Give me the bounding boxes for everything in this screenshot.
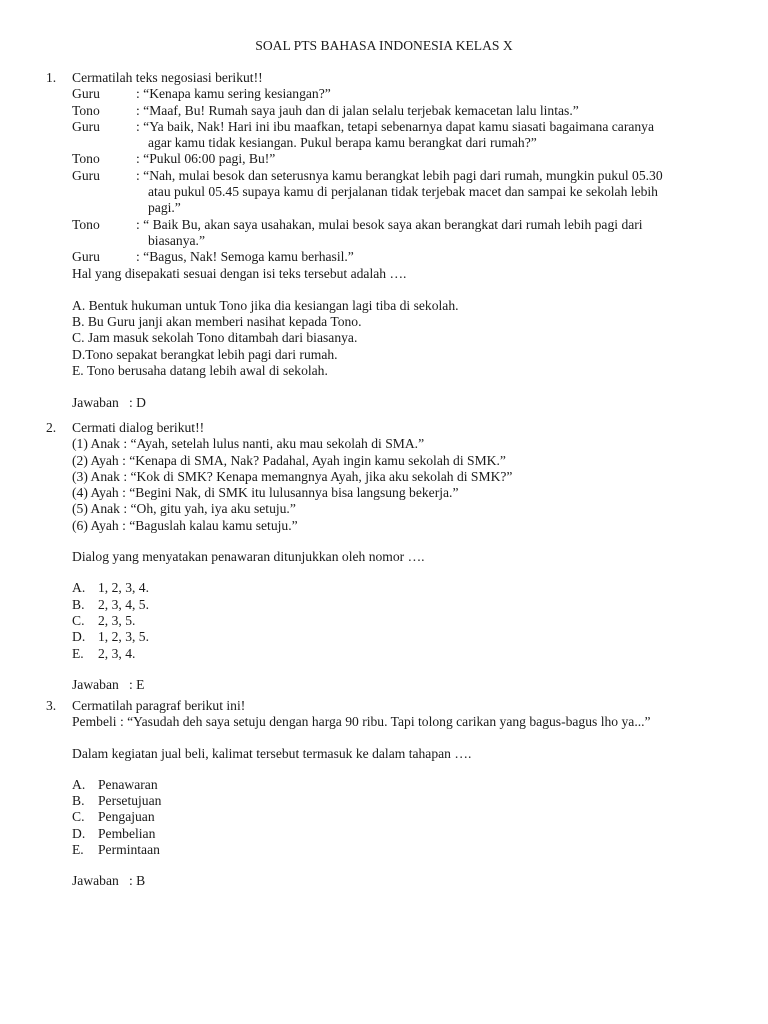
question-number: 1. bbox=[46, 70, 57, 85]
answer-key: Jawaban : E bbox=[72, 676, 145, 692]
speech-text bbox=[136, 217, 732, 250]
dialog-line bbox=[72, 151, 732, 167]
answer-option bbox=[72, 826, 732, 842]
speech-text bbox=[136, 168, 732, 217]
speech-line: biasanya.” bbox=[148, 232, 205, 248]
question-body bbox=[72, 70, 732, 412]
question-intro: Cermatilah teks negosiasi berikut!! bbox=[72, 70, 263, 85]
speech-line: : “Pukul 06:00 pagi, Bu!” bbox=[136, 151, 276, 167]
speaker-name: Guru bbox=[72, 118, 100, 134]
answer-option bbox=[72, 580, 732, 596]
option-text: Persetujuan bbox=[98, 793, 162, 809]
option-letter: A. bbox=[72, 776, 86, 792]
question-prompt: Dalam kegiatan jual beli, kalimat tersebut termasuk ke dalam tahapan …. bbox=[72, 745, 472, 761]
speaker-name: Guru bbox=[72, 86, 100, 102]
speech-text bbox=[136, 86, 732, 102]
speech-line: pagi.” bbox=[148, 200, 181, 216]
answer-option bbox=[72, 613, 732, 629]
option-letter: E. bbox=[72, 645, 84, 661]
option-text: Permintaan bbox=[98, 842, 160, 858]
answer-option bbox=[72, 777, 732, 793]
speaker-name: Guru bbox=[72, 167, 100, 183]
dialog-line: (3) Anak : “Kok di SMK? Kenapa memangnya Ayah, jika aku sekolah di SMK?” bbox=[72, 468, 513, 484]
speaker-name: Tono bbox=[72, 216, 100, 232]
speech-line: : “Ya baik, Nak! Hari ini ibu maafkan, tetapi sebenarnya dapat kamu siasati bagaimana caranya bbox=[136, 118, 655, 134]
question-number: 3. bbox=[46, 698, 57, 713]
speaker-name: Guru bbox=[72, 249, 100, 265]
answer-option bbox=[72, 809, 732, 825]
answer-option: B. Bu Guru janji akan memberi nasihat kepada Tono. bbox=[72, 314, 362, 330]
option-letter: E. bbox=[72, 842, 84, 858]
dialog-line: (2) Ayah : “Kenapa di SMA, Nak? Padahal, Ayah ingin kamu sekolah di SMK.” bbox=[72, 452, 506, 468]
answer-options bbox=[72, 580, 732, 661]
answer-option bbox=[72, 842, 732, 858]
answer-key: Jawaban : D bbox=[72, 395, 146, 411]
question-body bbox=[72, 420, 732, 693]
option-letter: C. bbox=[72, 612, 85, 628]
option-text: Pengajuan bbox=[98, 809, 155, 825]
speech-text bbox=[136, 103, 732, 119]
option-text: 2, 3, 4, 5. bbox=[98, 596, 149, 612]
option-text: 1, 2, 3, 5. bbox=[98, 629, 149, 645]
question-body bbox=[72, 698, 732, 890]
speech-line: agar kamu tidak kesiangan. Pukul berapa kamu berangkat dari rumah?” bbox=[148, 135, 537, 151]
speaker-name: Tono bbox=[72, 102, 100, 118]
page-title: SOAL PTS BAHASA INDONESIA KELAS X bbox=[255, 38, 513, 53]
answer-option: C. Jam masuk sekolah Tono ditambah dari biasanya. bbox=[72, 330, 358, 346]
option-text: 2, 3, 5. bbox=[98, 612, 136, 628]
dialog-line: (4) Ayah : “Begini Nak, di SMK itu lulusannya bisa langsung bekerja.” bbox=[72, 485, 459, 501]
speech-line: : “Kenapa kamu sering kesiangan?” bbox=[136, 86, 331, 102]
negotiation-dialog bbox=[72, 86, 732, 265]
option-text: 2, 3, 4. bbox=[98, 645, 136, 661]
answer-options bbox=[72, 777, 732, 858]
question-prompt: Hal yang disepakati sesuai dengan isi teks tersebut adalah …. bbox=[72, 265, 407, 281]
answer-option: D.Tono sepakat berangkat lebih pagi dari rumah. bbox=[72, 346, 338, 362]
dialog-lines bbox=[72, 436, 732, 534]
dialog-line: (5) Anak : “Oh, gitu yah, iya aku setuju.” bbox=[72, 501, 296, 517]
dialog-line bbox=[72, 249, 732, 265]
option-letter: A. bbox=[72, 580, 86, 596]
answer-option bbox=[72, 646, 732, 662]
option-letter: D. bbox=[72, 629, 86, 645]
answer-option: A. Bentuk hukuman untuk Tono jika dia kesiangan lagi tiba di sekolah. bbox=[72, 297, 459, 313]
dialog-line bbox=[72, 86, 732, 102]
speech-text bbox=[136, 249, 732, 265]
option-text: Pembelian bbox=[98, 825, 156, 841]
answer-key: Jawaban : B bbox=[72, 873, 146, 889]
answer-options bbox=[72, 298, 732, 379]
question-intro: Cermatilah paragraf berikut ini! bbox=[72, 698, 246, 713]
speech-text bbox=[136, 151, 732, 167]
dialog-line: (6) Ayah : “Baguslah kalau kamu setuju.” bbox=[72, 517, 298, 533]
speaker-name: Tono bbox=[72, 151, 100, 167]
answer-option: E. Tono berusaha datang lebih awal di sekolah. bbox=[72, 363, 328, 379]
question-number: 2. bbox=[46, 420, 57, 435]
option-letter: B. bbox=[72, 793, 85, 809]
option-letter: B. bbox=[72, 596, 85, 612]
option-text: 1, 2, 3, 4. bbox=[98, 580, 149, 596]
dialog-line bbox=[72, 119, 732, 152]
answer-option bbox=[72, 793, 732, 809]
speech-line: : “Nah, mulai besok dan seterusnya kamu berangkat lebih pagi dari rumah, mungkin pukul 05.30 bbox=[136, 167, 663, 183]
dialog-line bbox=[72, 168, 732, 217]
option-letter: C. bbox=[72, 809, 85, 825]
answer-option bbox=[72, 597, 732, 613]
option-text: Penawaran bbox=[98, 776, 158, 792]
option-letter: D. bbox=[72, 825, 86, 841]
dialog-line bbox=[72, 103, 732, 119]
speech-line: : “Maaf, Bu! Rumah saya jauh dan di jalan selalu terjebak kemacetan lalu lintas.” bbox=[136, 102, 579, 118]
question-prompt: Dialog yang menyatakan penawaran ditunjukkan oleh nomor …. bbox=[72, 549, 425, 565]
answer-option bbox=[72, 629, 732, 645]
question-intro: Cermati dialog berikut!! bbox=[72, 420, 205, 435]
speech-line: : “Bagus, Nak! Semoga kamu berhasil.” bbox=[136, 249, 354, 265]
speech-text bbox=[136, 119, 732, 152]
dialog-line bbox=[72, 217, 732, 250]
speech-line: : “ Baik Bu, akan saya usahakan, mulai besok saya akan berangkat dari rumah lebih pagi dari bbox=[136, 216, 643, 232]
dialog-line: (1) Anak : “Ayah, setelah lulus nanti, aku mau sekolah di SMA.” bbox=[72, 436, 425, 452]
speech-line: atau pukul 05.45 supaya kamu di perjalanan tidak terjebak macet dan sampai ke sekolah lebih bbox=[148, 184, 658, 200]
quote-text: Pembeli : “Yasudah deh saya setuju dengan harga 90 ribu. Tapi tolong carikan yang bagus-bagus lho ya...” bbox=[72, 714, 651, 730]
